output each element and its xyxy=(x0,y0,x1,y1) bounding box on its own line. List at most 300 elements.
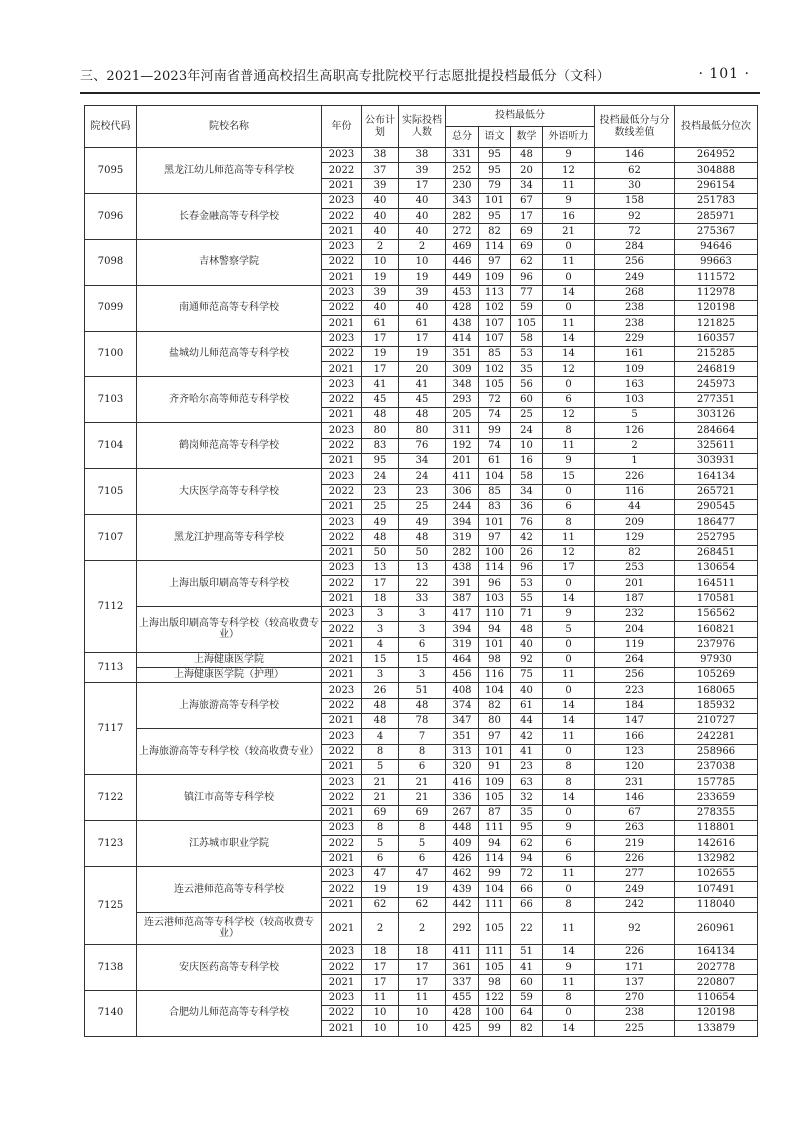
cell-foreign: 14 xyxy=(543,331,595,346)
cell-year: 2021 xyxy=(322,408,362,423)
cell-year: 2022 xyxy=(322,300,362,315)
cell-rank: 277351 xyxy=(675,392,758,407)
cell-total: 348 xyxy=(446,377,479,392)
cell-total: 292 xyxy=(446,912,479,944)
cell-foreign: 8 xyxy=(543,515,595,530)
cell-math: 67 xyxy=(511,193,543,208)
cell-chinese: 114 xyxy=(479,239,511,254)
cell-actual: 3 xyxy=(399,668,446,683)
cell-plan: 49 xyxy=(362,515,399,530)
cell-year: 2023 xyxy=(322,866,362,881)
cell-total: 313 xyxy=(446,744,479,759)
cell-plan: 17 xyxy=(362,362,399,377)
cell-rank: 210727 xyxy=(675,713,758,728)
cell-math: 41 xyxy=(511,960,543,975)
cell-diff: 242 xyxy=(595,897,675,912)
cell-math: 72 xyxy=(511,866,543,881)
cell-diff: 225 xyxy=(595,1021,675,1036)
cell-year: 2021 xyxy=(322,316,362,331)
cell-diff: 249 xyxy=(595,270,675,285)
cell-year: 2021 xyxy=(322,851,362,866)
cell-year: 2022 xyxy=(322,882,362,897)
cell-diff: 201 xyxy=(595,576,675,591)
cell-rank: 121825 xyxy=(675,316,758,331)
cell-actual: 17 xyxy=(399,960,446,975)
cell-rank: 246819 xyxy=(675,362,758,377)
school-code: 7123 xyxy=(85,821,137,867)
cell-plan: 8 xyxy=(362,744,399,759)
cell-foreign: 8 xyxy=(543,897,595,912)
cell-plan: 40 xyxy=(362,193,399,208)
cell-year: 2021 xyxy=(322,362,362,377)
cell-plan: 48 xyxy=(362,698,399,713)
cell-actual: 17 xyxy=(399,178,446,193)
cell-year: 2023 xyxy=(322,990,362,1005)
cell-plan: 24 xyxy=(362,469,399,484)
cell-math: 10 xyxy=(511,438,543,453)
cell-math: 75 xyxy=(511,668,543,683)
cell-year: 2022 xyxy=(322,1006,362,1021)
cell-math: 23 xyxy=(511,759,543,774)
cell-rank: 303126 xyxy=(675,408,758,423)
cell-plan: 69 xyxy=(362,805,399,820)
cell-plan: 48 xyxy=(362,530,399,545)
cell-chinese: 95 xyxy=(479,163,511,178)
cell-rank: 133879 xyxy=(675,1021,758,1036)
cell-actual: 41 xyxy=(399,377,446,392)
cell-plan: 3 xyxy=(362,668,399,683)
cell-chinese: 111 xyxy=(479,944,511,959)
cell-diff: 229 xyxy=(595,331,675,346)
cell-chinese: 61 xyxy=(479,453,511,468)
cell-rank: 160821 xyxy=(675,622,758,637)
cell-diff: 209 xyxy=(595,515,675,530)
cell-diff: 238 xyxy=(595,300,675,315)
cell-foreign: 0 xyxy=(543,683,595,698)
school-name: 连云港师范高等专科学校（较高收费专业） xyxy=(137,912,322,944)
school-name: 江苏城市职业学院 xyxy=(137,821,322,867)
cell-rank: 102655 xyxy=(675,866,758,881)
cell-math: 16 xyxy=(511,453,543,468)
school-code: 7122 xyxy=(85,775,137,821)
cell-total: 319 xyxy=(446,530,479,545)
cell-rank: 242281 xyxy=(675,729,758,744)
cell-year: 2023 xyxy=(322,331,362,346)
cell-chinese: 98 xyxy=(479,975,511,990)
cell-rank: 185932 xyxy=(675,698,758,713)
cell-total: 201 xyxy=(446,453,479,468)
cell-year: 2023 xyxy=(322,606,362,621)
cell-total: 462 xyxy=(446,866,479,881)
cell-math: 48 xyxy=(511,148,543,163)
cell-total: 267 xyxy=(446,805,479,820)
table-row xyxy=(85,423,758,438)
cell-total: 414 xyxy=(446,331,479,346)
cell-plan: 10 xyxy=(362,1021,399,1036)
cell-total: 282 xyxy=(446,209,479,224)
cell-total: 411 xyxy=(446,944,479,959)
cell-plan: 39 xyxy=(362,285,399,300)
cell-rank: 105269 xyxy=(675,668,758,683)
table-row xyxy=(85,683,758,698)
cell-total: 394 xyxy=(446,622,479,637)
cell-plan: 83 xyxy=(362,438,399,453)
cell-math: 44 xyxy=(511,713,543,728)
cell-total: 417 xyxy=(446,606,479,621)
cell-plan: 80 xyxy=(362,423,399,438)
cell-diff: 219 xyxy=(595,836,675,851)
cell-plan: 19 xyxy=(362,882,399,897)
cell-rank: 285971 xyxy=(675,209,758,224)
cell-year: 2022 xyxy=(322,698,362,713)
cell-foreign: 12 xyxy=(543,408,595,423)
cell-actual: 69 xyxy=(399,805,446,820)
cell-total: 319 xyxy=(446,637,479,652)
cell-plan: 19 xyxy=(362,270,399,285)
cell-math: 32 xyxy=(511,790,543,805)
cell-actual: 49 xyxy=(399,515,446,530)
col-header-chinese: 语文 xyxy=(479,127,511,148)
cell-foreign: 11 xyxy=(543,975,595,990)
cell-foreign: 0 xyxy=(543,744,595,759)
cell-math: 59 xyxy=(511,990,543,1005)
cell-chinese: 107 xyxy=(479,316,511,331)
cell-math: 64 xyxy=(511,1006,543,1021)
cell-actual: 11 xyxy=(399,990,446,1005)
cell-actual: 23 xyxy=(399,484,446,499)
cell-total: 361 xyxy=(446,960,479,975)
cell-actual: 47 xyxy=(399,866,446,881)
cell-math: 40 xyxy=(511,637,543,652)
cell-actual: 39 xyxy=(399,163,446,178)
cell-diff: 2 xyxy=(595,438,675,453)
cell-total: 343 xyxy=(446,193,479,208)
cell-year: 2021 xyxy=(322,652,362,667)
cell-actual: 7 xyxy=(399,729,446,744)
cell-total: 391 xyxy=(446,576,479,591)
cell-foreign: 11 xyxy=(543,255,595,270)
table-row xyxy=(85,239,758,254)
cell-plan: 25 xyxy=(362,499,399,514)
table-row xyxy=(85,148,758,163)
cell-year: 2023 xyxy=(322,423,362,438)
cell-foreign: 11 xyxy=(543,866,595,881)
cell-math: 34 xyxy=(511,484,543,499)
cell-plan: 40 xyxy=(362,209,399,224)
cell-year: 2022 xyxy=(322,346,362,361)
cell-total: 464 xyxy=(446,652,479,667)
table-row xyxy=(85,469,758,484)
cell-plan: 45 xyxy=(362,392,399,407)
school-code: 7112 xyxy=(85,561,137,653)
cell-actual: 18 xyxy=(399,944,446,959)
cell-year: 2021 xyxy=(322,591,362,606)
cell-foreign: 8 xyxy=(543,990,595,1005)
cell-plan: 95 xyxy=(362,453,399,468)
cell-rank: 245973 xyxy=(675,377,758,392)
cell-chinese: 97 xyxy=(479,530,511,545)
school-code: 7117 xyxy=(85,683,137,775)
cell-rank: 265721 xyxy=(675,484,758,499)
cell-diff: 166 xyxy=(595,729,675,744)
school-name: 黑龙江护理高等专科学校 xyxy=(137,515,322,561)
cell-rank: 268451 xyxy=(675,545,758,560)
cell-foreign: 11 xyxy=(543,316,595,331)
cell-math: 94 xyxy=(511,851,543,866)
cell-foreign: 17 xyxy=(543,561,595,576)
school-name: 上海出版印刷高等专科学校（较高收费专业） xyxy=(137,606,322,652)
cell-plan: 18 xyxy=(362,591,399,606)
cell-diff: 256 xyxy=(595,255,675,270)
cell-plan: 17 xyxy=(362,975,399,990)
cell-math: 34 xyxy=(511,178,543,193)
cell-actual: 2 xyxy=(399,239,446,254)
cell-plan: 23 xyxy=(362,484,399,499)
cell-foreign: 0 xyxy=(543,270,595,285)
cell-actual: 48 xyxy=(399,530,446,545)
cell-total: 469 xyxy=(446,239,479,254)
cell-chinese: 100 xyxy=(479,1006,511,1021)
cell-plan: 2 xyxy=(362,239,399,254)
cell-actual: 6 xyxy=(399,759,446,774)
cell-year: 2023 xyxy=(322,561,362,576)
cell-math: 96 xyxy=(511,270,543,285)
cell-math: 92 xyxy=(511,652,543,667)
cell-plan: 2 xyxy=(362,912,399,944)
cell-year: 2022 xyxy=(322,484,362,499)
cell-rank: 202778 xyxy=(675,960,758,975)
cell-foreign: 9 xyxy=(543,148,595,163)
cell-math: 25 xyxy=(511,408,543,423)
cell-total: 438 xyxy=(446,316,479,331)
cell-rank: 237976 xyxy=(675,637,758,652)
cell-rank: 97930 xyxy=(675,652,758,667)
cell-actual: 22 xyxy=(399,576,446,591)
cell-foreign: 14 xyxy=(543,591,595,606)
cell-actual: 10 xyxy=(399,1021,446,1036)
cell-diff: 44 xyxy=(595,499,675,514)
cell-diff: 109 xyxy=(595,362,675,377)
cell-rank: 112978 xyxy=(675,285,758,300)
cell-actual: 40 xyxy=(399,193,446,208)
cell-foreign: 11 xyxy=(543,912,595,944)
table-row xyxy=(85,331,758,346)
cell-diff: 163 xyxy=(595,377,675,392)
cell-rank: 278355 xyxy=(675,805,758,820)
school-name: 齐齐哈尔高等师范专科学校 xyxy=(137,377,322,423)
cell-rank: 142616 xyxy=(675,836,758,851)
cell-total: 438 xyxy=(446,561,479,576)
cell-year: 2021 xyxy=(322,713,362,728)
cell-math: 42 xyxy=(511,729,543,744)
cell-actual: 76 xyxy=(399,438,446,453)
cell-plan: 4 xyxy=(362,637,399,652)
col-header-name: 院校名称 xyxy=(137,106,322,148)
col-header-foreign: 外语听力 xyxy=(543,127,595,148)
cell-diff: 238 xyxy=(595,1006,675,1021)
cell-rank: 120198 xyxy=(675,300,758,315)
cell-total: 425 xyxy=(446,1021,479,1036)
school-name: 长春金融高等专科学校 xyxy=(137,193,322,239)
cell-plan: 3 xyxy=(362,622,399,637)
cell-chinese: 82 xyxy=(479,698,511,713)
cell-rank: 110654 xyxy=(675,990,758,1005)
cell-actual: 15 xyxy=(399,652,446,667)
school-code: 7104 xyxy=(85,423,137,469)
table-row xyxy=(85,285,758,300)
cell-diff: 146 xyxy=(595,148,675,163)
cell-foreign: 14 xyxy=(543,944,595,959)
cell-plan: 17 xyxy=(362,576,399,591)
cell-foreign: 14 xyxy=(543,346,595,361)
cell-math: 36 xyxy=(511,499,543,514)
cell-rank: 260961 xyxy=(675,912,758,944)
cell-year: 2023 xyxy=(322,821,362,836)
cell-rank: 275367 xyxy=(675,224,758,239)
cell-diff: 123 xyxy=(595,744,675,759)
cell-rank: 164134 xyxy=(675,944,758,959)
cell-diff: 249 xyxy=(595,882,675,897)
cell-foreign: 0 xyxy=(543,805,595,820)
cell-total: 409 xyxy=(446,836,479,851)
cell-total: 293 xyxy=(446,392,479,407)
table-row xyxy=(85,775,758,790)
cell-chinese: 95 xyxy=(479,148,511,163)
cell-math: 61 xyxy=(511,698,543,713)
cell-actual: 8 xyxy=(399,821,446,836)
cell-rank: 290545 xyxy=(675,499,758,514)
cell-total: 282 xyxy=(446,545,479,560)
cell-actual: 48 xyxy=(399,408,446,423)
cell-total: 336 xyxy=(446,790,479,805)
cell-rank: 118040 xyxy=(675,897,758,912)
cell-chinese: 87 xyxy=(479,805,511,820)
cell-foreign: 0 xyxy=(543,652,595,667)
cell-year: 2023 xyxy=(322,377,362,392)
cell-diff: 253 xyxy=(595,561,675,576)
cell-rank: 164134 xyxy=(675,469,758,484)
school-name: 安庆医药高等专科学校 xyxy=(137,944,322,990)
cell-foreign: 14 xyxy=(543,698,595,713)
school-code: 7113 xyxy=(85,652,137,683)
cell-diff: 270 xyxy=(595,990,675,1005)
cell-diff: 129 xyxy=(595,530,675,545)
school-code: 7140 xyxy=(85,990,137,1036)
cell-actual: 40 xyxy=(399,209,446,224)
cell-plan: 62 xyxy=(362,897,399,912)
cell-total: 394 xyxy=(446,515,479,530)
cell-foreign: 14 xyxy=(543,790,595,805)
cell-foreign: 0 xyxy=(543,637,595,652)
cell-total: 337 xyxy=(446,975,479,990)
cell-total: 446 xyxy=(446,255,479,270)
cell-diff: 120 xyxy=(595,759,675,774)
cell-plan: 21 xyxy=(362,775,399,790)
cell-plan: 5 xyxy=(362,759,399,774)
cell-actual: 19 xyxy=(399,346,446,361)
cell-chinese: 105 xyxy=(479,960,511,975)
cell-plan: 40 xyxy=(362,300,399,315)
col-header-code: 院校代码 xyxy=(85,106,137,148)
table-row xyxy=(85,821,758,836)
cell-foreign: 8 xyxy=(543,423,595,438)
cell-actual: 62 xyxy=(399,897,446,912)
cell-actual: 19 xyxy=(399,882,446,897)
cell-rank: 170581 xyxy=(675,591,758,606)
cell-year: 2023 xyxy=(322,515,362,530)
cell-math: 96 xyxy=(511,561,543,576)
cell-rank: 130654 xyxy=(675,561,758,576)
cell-total: 442 xyxy=(446,897,479,912)
cell-year: 2023 xyxy=(322,944,362,959)
cell-year: 2021 xyxy=(322,545,362,560)
cell-year: 2021 xyxy=(322,805,362,820)
cell-math: 20 xyxy=(511,163,543,178)
cell-math: 26 xyxy=(511,545,543,560)
cell-plan: 3 xyxy=(362,606,399,621)
cell-year: 2023 xyxy=(322,239,362,254)
cell-math: 58 xyxy=(511,469,543,484)
cell-actual: 21 xyxy=(399,775,446,790)
cell-actual: 13 xyxy=(399,561,446,576)
cell-total: 351 xyxy=(446,729,479,744)
school-name: 鹤岗师范高等专科学校 xyxy=(137,423,322,469)
cell-total: 455 xyxy=(446,990,479,1005)
cell-math: 62 xyxy=(511,255,543,270)
table-row xyxy=(85,990,758,1005)
cell-math: 48 xyxy=(511,622,543,637)
table-row xyxy=(85,193,758,208)
cell-math: 77 xyxy=(511,285,543,300)
admission-score-table xyxy=(84,105,758,1037)
cell-rank: 107491 xyxy=(675,882,758,897)
cell-actual: 61 xyxy=(399,316,446,331)
cell-year: 2021 xyxy=(322,897,362,912)
cell-chinese: 101 xyxy=(479,515,511,530)
school-name: 上海旅游高等专科学校 xyxy=(137,683,322,729)
cell-total: 244 xyxy=(446,499,479,514)
cell-actual: 48 xyxy=(399,698,446,713)
school-name: 大庆医学高等专科学校 xyxy=(137,469,322,515)
cell-year: 2021 xyxy=(322,637,362,652)
cell-actual: 50 xyxy=(399,545,446,560)
cell-chinese: 111 xyxy=(479,821,511,836)
cell-chinese: 116 xyxy=(479,668,511,683)
cell-plan: 48 xyxy=(362,713,399,728)
cell-plan: 21 xyxy=(362,790,399,805)
cell-math: 24 xyxy=(511,423,543,438)
cell-chinese: 114 xyxy=(479,851,511,866)
school-code: 7098 xyxy=(85,239,137,285)
cell-math: 69 xyxy=(511,239,543,254)
cell-year: 2021 xyxy=(322,178,362,193)
cell-diff: 284 xyxy=(595,239,675,254)
cell-math: 63 xyxy=(511,775,543,790)
cell-actual: 40 xyxy=(399,300,446,315)
cell-diff: 146 xyxy=(595,790,675,805)
cell-foreign: 0 xyxy=(543,882,595,897)
cell-math: 17 xyxy=(511,209,543,224)
page-number: · 101 · xyxy=(698,66,750,82)
cell-math: 82 xyxy=(511,1021,543,1036)
cell-actual: 51 xyxy=(399,683,446,698)
cell-actual: 17 xyxy=(399,331,446,346)
cell-chinese: 111 xyxy=(479,897,511,912)
cell-diff: 184 xyxy=(595,698,675,713)
cell-actual: 6 xyxy=(399,851,446,866)
cell-rank: 296154 xyxy=(675,178,758,193)
cell-total: 331 xyxy=(446,148,479,163)
